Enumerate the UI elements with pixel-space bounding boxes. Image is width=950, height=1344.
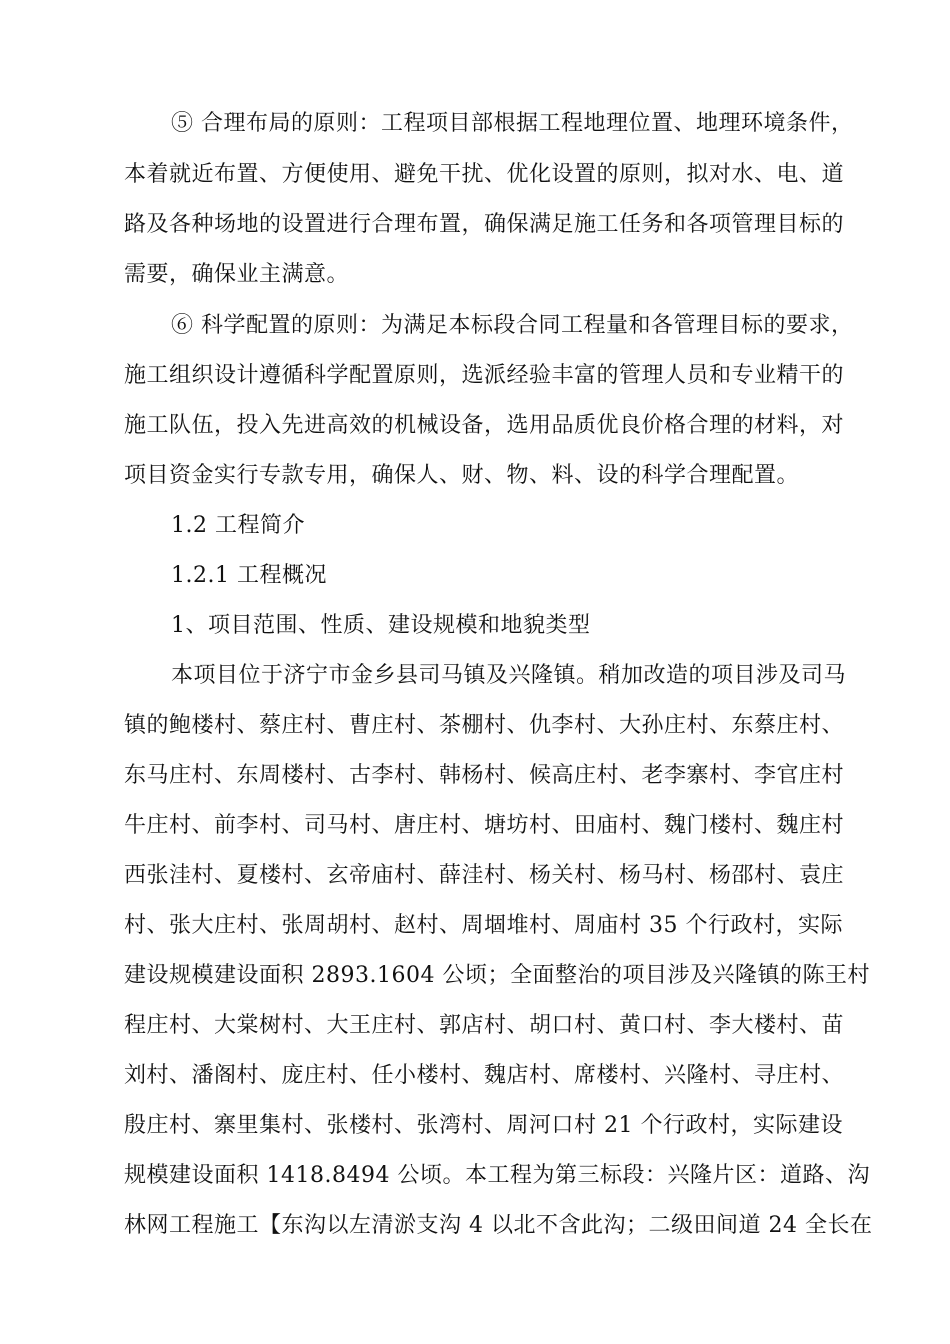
principle-5-line-2: 本着就近布置、方便使用、避免干扰、优化设置的原则，拟对水、电、道 [124, 162, 845, 187]
principle-6-line-1: ⑥ 科学配置的原则：为满足本标段合同工程量和各管理目标的要求， [171, 313, 854, 338]
body-line-10: 殷庄村、寨里集村、张楼村、张湾村、周河口村 21 个行政村，实际建设 [124, 1113, 843, 1138]
principle-5-line-4: 需要，确保业主满意。 [124, 262, 350, 287]
body-line-9: 刘村、潘阁村、庞庄村、任小楼村、魏店村、席楼村、兴隆村、寻庄村、 [124, 1063, 845, 1088]
principle-6-line-3: 施工队伍，投入先进高效的机械设备，选用品质优良价格合理的材料，对 [124, 413, 845, 438]
principle-6-line-4: 项目资金实行专款专用，确保人、财、物、料、设的科学合理配置。 [124, 463, 800, 488]
principle-5-line-3: 路及各种场地的设置进行合理布置，确保满足施工任务和各项管理目标的 [124, 212, 845, 237]
body-line-6: 村、张大庄村、张周胡村、赵村、周堌堆村、周庙村 35 个行政村，实际 [124, 913, 843, 938]
body-line-2: 镇的鲍楼村、蔡庄村、曹庄村、茶棚村、仇李村、大孙庄村、东蔡庄村、 [124, 713, 845, 738]
body-line-11: 规模建设面积 1418.8494 公顷。本工程为第三标段：兴隆片区：道路、沟 [124, 1163, 870, 1188]
body-line-5: 西张洼村、夏楼村、玄帝庙村、薛洼村、杨关村、杨马村、杨邵村、袁庄 [124, 863, 845, 888]
body-line-8: 程庄村、大棠树村、大王庄村、郭店村、胡口村、黄口村、李大楼村、苗 [124, 1013, 845, 1038]
section-heading-1-2: 1.2 工程简介 [171, 513, 305, 538]
body-line-3: 东马庄村、东周楼村、古李村、韩杨村、候高庄村、老李寨村、李官庄村 [124, 763, 845, 788]
principle-5-line-1: ⑤ 合理布局的原则：工程项目部根据工程地理位置、地理环境条件， [171, 111, 854, 136]
body-line-7: 建设规模建设面积 2893.1604 公顷；全面整治的项目涉及兴隆镇的陈王村 [124, 963, 870, 988]
subheading-project-scope: 1、项目范围、性质、建设规模和地貌类型 [171, 613, 591, 638]
body-line-4: 牛庄村、前李村、司马村、唐庄村、塘坊村、田庙村、魏门楼村、魏庄村 [124, 813, 845, 838]
body-line-12: 林网工程施工【东沟以左清淤支沟 4 以北不含此沟；二级田间道 24 全长在 [124, 1213, 873, 1238]
principle-6-line-2: 施工组织设计遵循科学配置原则，选派经验丰富的管理人员和专业精干的 [124, 363, 845, 388]
section-heading-1-2-1: 1.2.1 工程概况 [171, 563, 327, 588]
body-line-1: 本项目位于济宁市金乡县司马镇及兴隆镇。稍加改造的项目涉及司马 [171, 663, 847, 688]
